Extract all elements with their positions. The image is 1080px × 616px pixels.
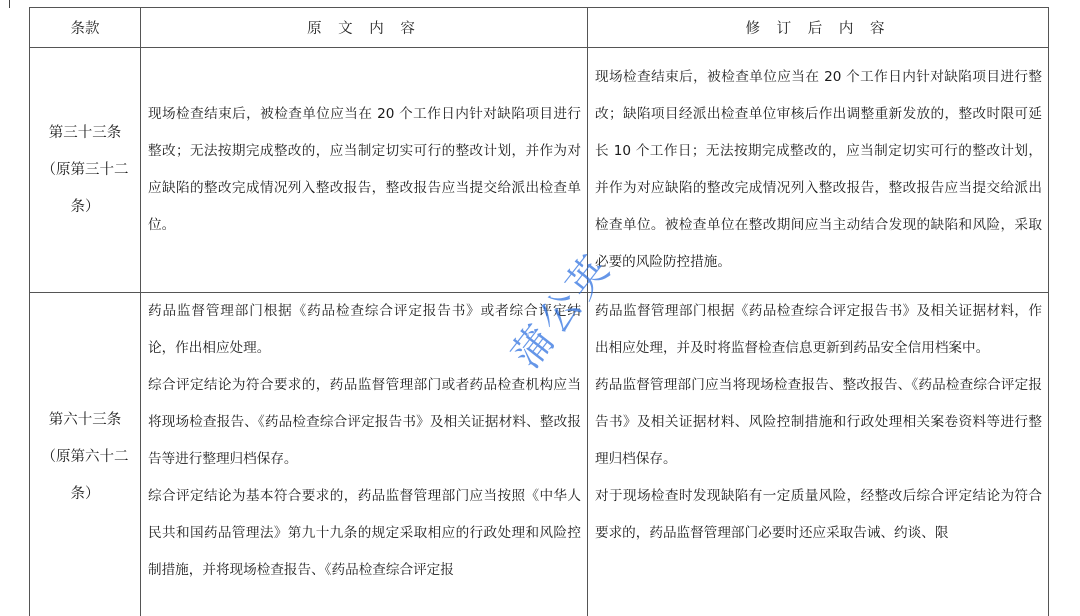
clause-line: 条） xyxy=(70,198,100,215)
clause-line: （原第三十二 xyxy=(41,161,129,178)
table-row xyxy=(30,48,1049,293)
clause-cell xyxy=(30,48,141,293)
revised-paragraph: 对于现场检查时发现缺陷有一定质量风险，经整改后综合评定结论为符合要求的，药品监督管理部门必要时还应采取告诫、约谈、限 xyxy=(595,488,1042,541)
clause-cell xyxy=(30,293,141,616)
original-text-cell xyxy=(141,293,588,616)
revised-paragraph: 现场检查结束后，被检查单位应当在 20 个工作日内针对缺陷项目进行整改；缺陷项目经派出检查单位审核后作出调整重新发放的，整改时限可延长 10 个工作日；无法按期完成整改的，应当制定切实可行的整改计划，并作为对应缺陷的整改完成情况列入整改报告，整改报告应当提交给派出检查单位。被检查单位在整改期间应当主动结合发现的缺陷和风险，采取必要的风险防控措施。 xyxy=(595,69,1042,270)
header-revised-text: 修 订 后 内 容 xyxy=(588,8,1049,48)
original-text-cell xyxy=(141,48,588,293)
clause-line: 第三十三条 xyxy=(48,124,122,141)
revised-text-cell xyxy=(588,293,1049,616)
revision-comparison-table xyxy=(29,7,1049,616)
original-paragraph: 综合评定结论为符合要求的，药品监督管理部门或者药品检查机构应当将现场检查报告、《药品检查综合评定报告书》及相关证据材料、整改报告等进行整理归档保存。 xyxy=(148,377,581,467)
clause-line: （原第六十二 xyxy=(41,449,129,465)
table-row xyxy=(30,293,1049,616)
original-paragraph: 现场检查结束后，被检查单位应当在 20 个工作日内针对缺陷项目进行整改；无法按期完成整改的，应当制定切实可行的整改计划，并作为对应缺陷的整改完成情况列入整改报告，整改报告应当提交给派出检查单位。 xyxy=(148,106,581,233)
revised-paragraph: 药品监督管理部门应当将现场检查报告、整改报告、《药品检查综合评定报告书》及相关证据材料、风险控制措施和行政处理相关案卷资料等进行整理归档保存。 xyxy=(595,377,1042,467)
watermark-text: 蒲公英 xyxy=(503,244,621,378)
clause-line: 条） xyxy=(70,486,100,502)
header-original-text: 原 文 内 容 xyxy=(141,8,588,48)
table-header-row xyxy=(30,8,1049,48)
original-paragraph: 药品监督管理部门根据《药品检查综合评定报告书》或者综合评定结论，作出相应处理。 xyxy=(148,303,581,356)
original-paragraph: 综合评定结论为基本符合要求的，药品监督管理部门应当按照《中华人民共和国药品管理法》第九十九条的规定采取相应的行政处理和风险控制措施，并将现场检查报告、《药品检查综合评定报 xyxy=(148,488,581,578)
revised-text-cell xyxy=(588,48,1049,293)
revised-paragraph: 药品监督管理部门根据《药品检查综合评定报告书》及相关证据材料，作出相应处理，并及时将监督检查信息更新到药品安全信用档案中。 xyxy=(595,303,1042,356)
header-clause: 条款 xyxy=(30,8,141,48)
margin-tick xyxy=(9,0,10,8)
clause-line: 第六十三条 xyxy=(48,412,122,428)
